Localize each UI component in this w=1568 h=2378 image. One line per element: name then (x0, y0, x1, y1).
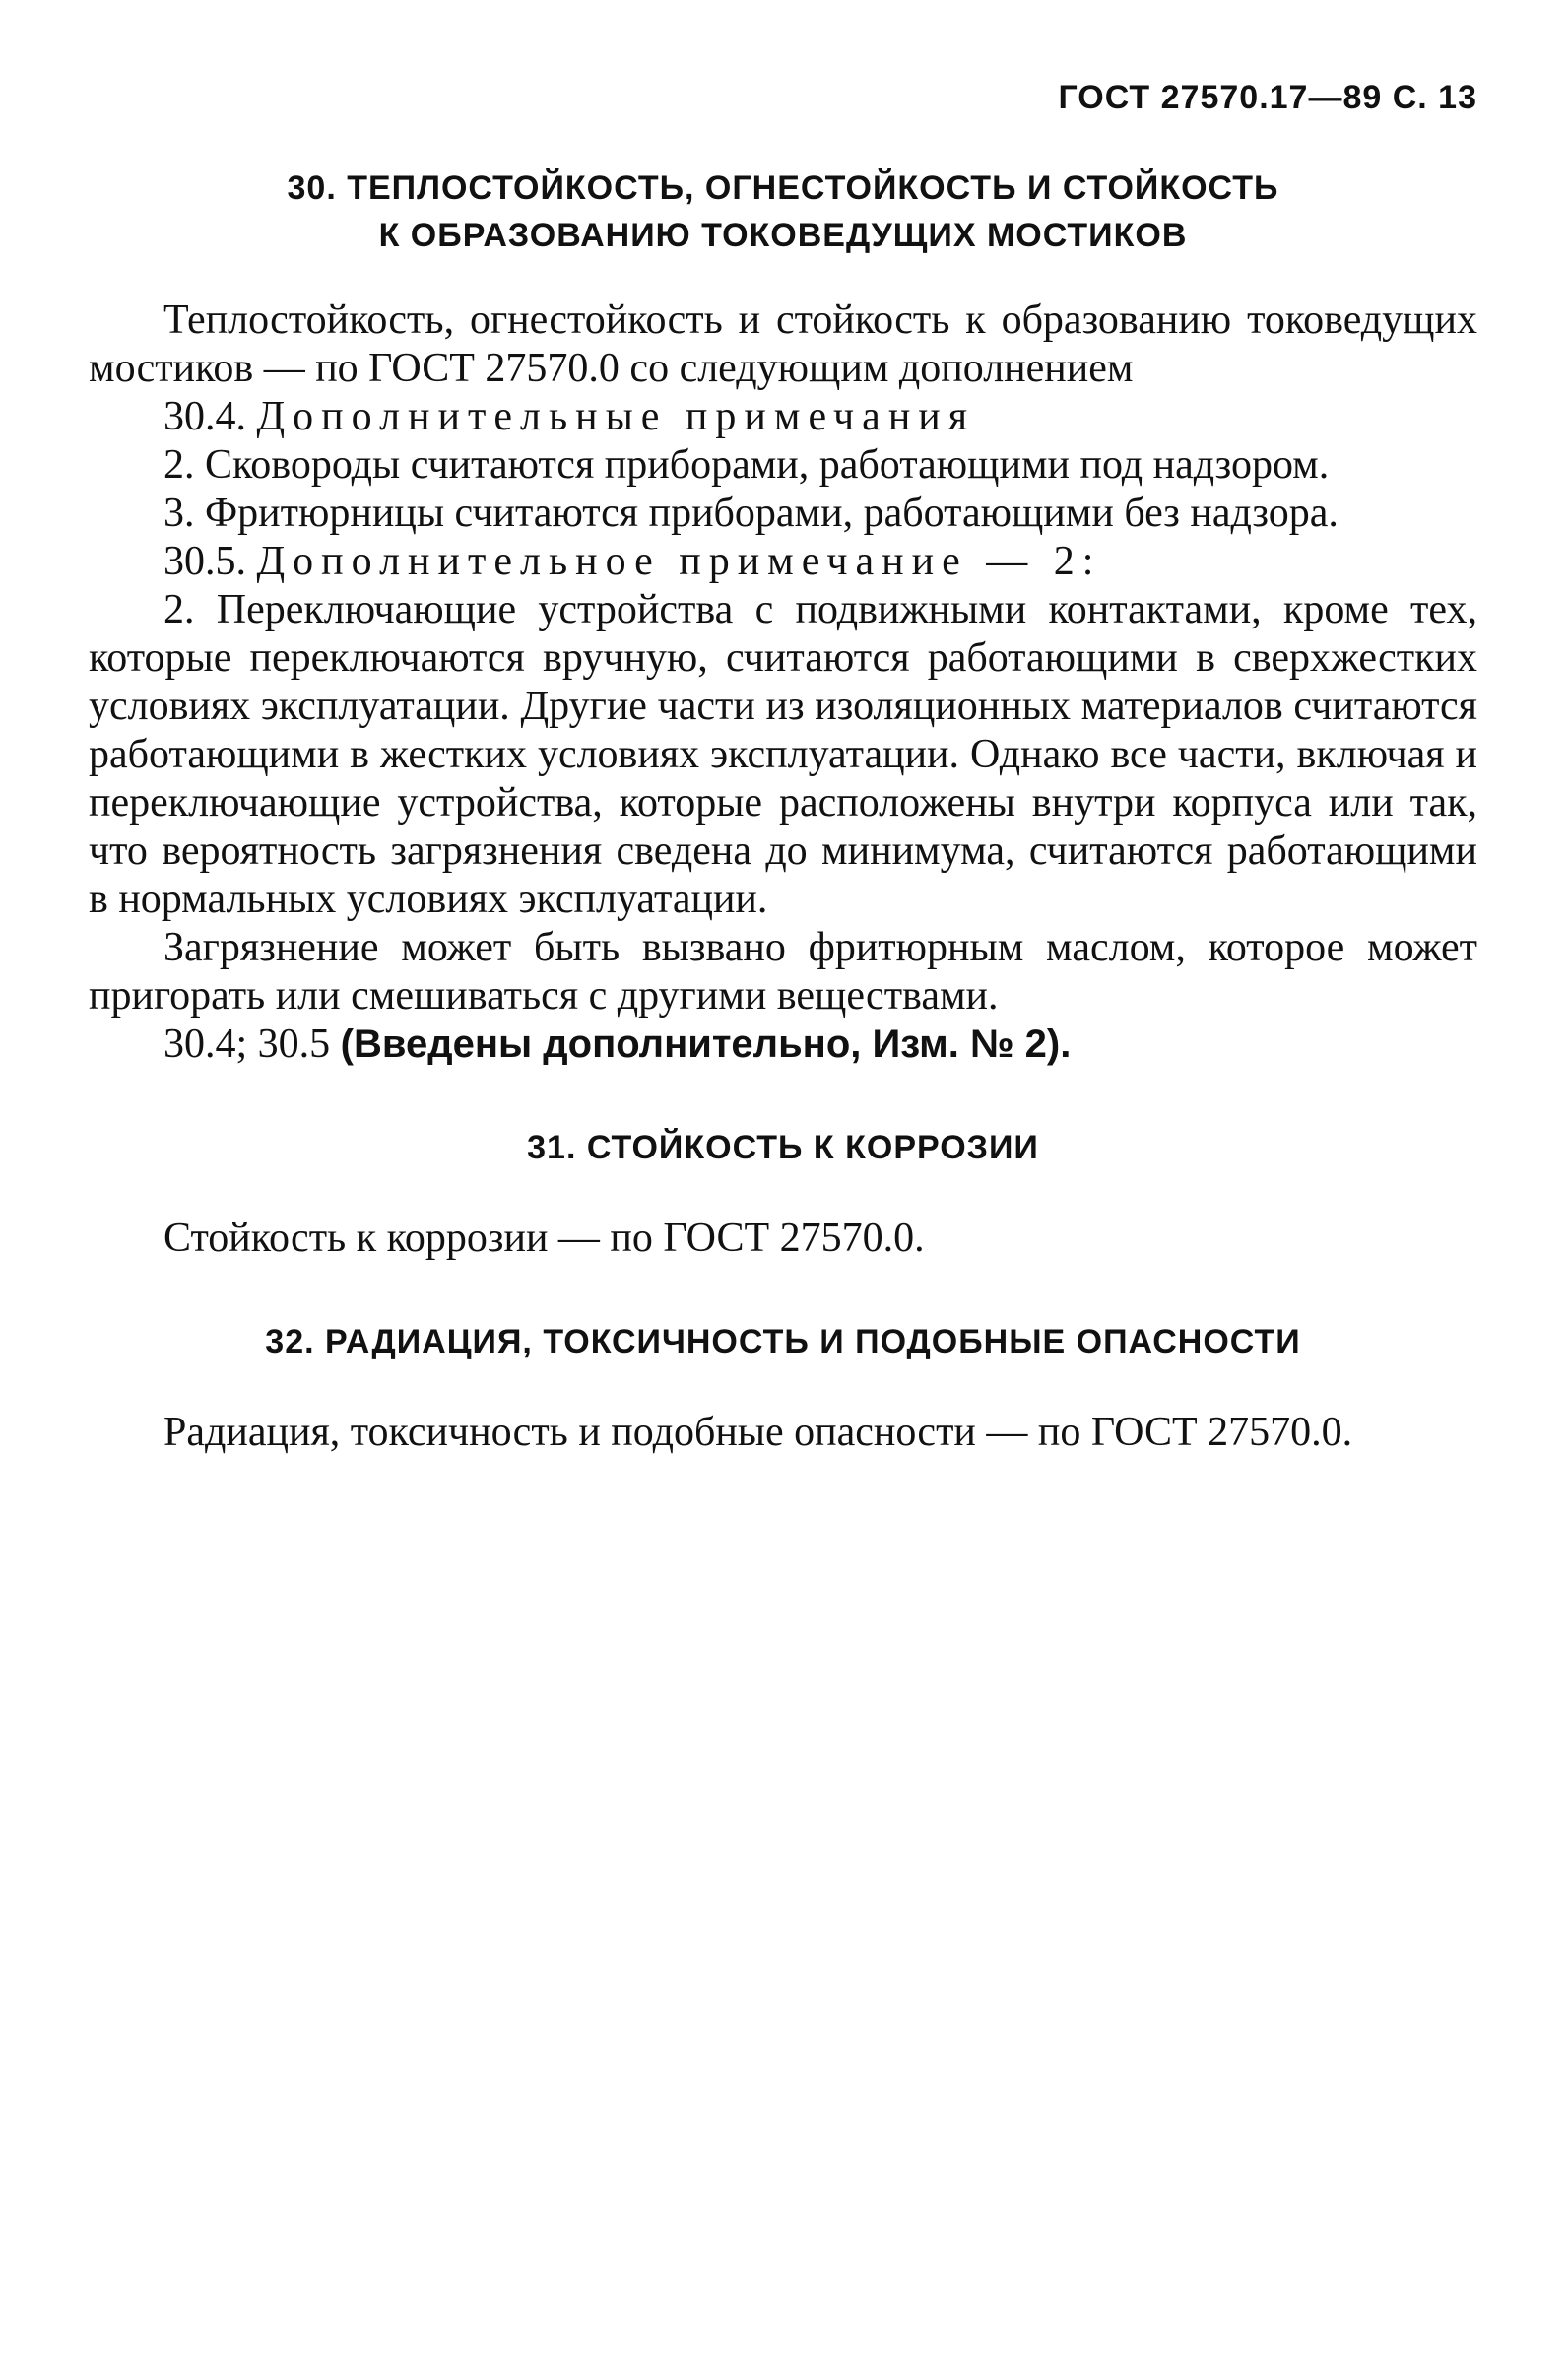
clause-30-5-title: Дополнительное примечание — 2: (256, 539, 1102, 584)
section-30-title-line-2: К ОБРАЗОВАНИЮ ТОКОВЕДУЩИХ МОСТИКОВ (378, 217, 1188, 254)
document-page (89, 79, 1477, 1457)
clause-30-5-number: 30.5. (163, 539, 246, 584)
amendment-text: (Введены дополнительно, Изм. № 2). (340, 1023, 1072, 1066)
clause-30-4-number: 30.4. (163, 394, 246, 439)
clause-30-4-note-2: 2. Сковороды считаются приборами, работающими под надзором. (163, 442, 1330, 488)
section-32-text: Радиация, токсичность и подобные опасности — по ГОСТ 27570.0. (163, 1410, 1353, 1455)
running-header: ГОСТ 27570.17—89 С. 13 (1058, 79, 1477, 116)
clause-30-5-heading (89, 538, 1477, 586)
section-30-title (89, 165, 1477, 259)
section-30-title-line-1: 30. ТЕПЛОСТОЙКОСТЬ, ОГНЕСТОЙКОСТЬ И СТОЙКОСТЬ (287, 169, 1279, 207)
section-30-intro: Теплостойкость, огнестойкость и стойкость к образованию токоведущих мостиков — по ГОСТ 27570.0 со следующим дополнением (89, 297, 1477, 391)
section-31-title: 31. СТОЙКОСТЬ К КОРРОЗИИ (527, 1129, 1039, 1166)
clause-30-5-note-2: 2. Переключающие устройства с подвижными контактами, кроме тех, которые переключаются вручную, считаются работающими в сверхжестких условиях эксплуатации. Другие части из изоляционных материалов считаются работающими в жестких условиях эксплуатации. Однако все части, включая и переключающие устройства, которые расположены внутри корпуса или так, что вероятность загрязнения сведена до минимума, считаются работающими в нормальных условиях эксплуатации. (89, 587, 1477, 922)
clause-30-4-heading (89, 393, 1477, 441)
section-32-title: 32. РАДИАЦИЯ, ТОКСИЧНОСТЬ И ПОДОБНЫЕ ОПАСНОСТИ (265, 1323, 1301, 1360)
clause-30-4-title: Дополнительные примечания (256, 394, 976, 439)
pollution-note: Загрязнение может быть вызвано фритюрным маслом, которое может пригорать или смешиваться с другими веществами. (89, 925, 1477, 1019)
clause-30-4-note-3: 3. Фритюрницы считаются приборами, работающими без надзора. (163, 491, 1339, 536)
amendment-note (89, 1021, 1477, 1069)
amendment-refs: 30.4; 30.5 (163, 1022, 331, 1067)
section-31-text: Стойкость к коррозии — по ГОСТ 27570.0. (163, 1216, 925, 1261)
